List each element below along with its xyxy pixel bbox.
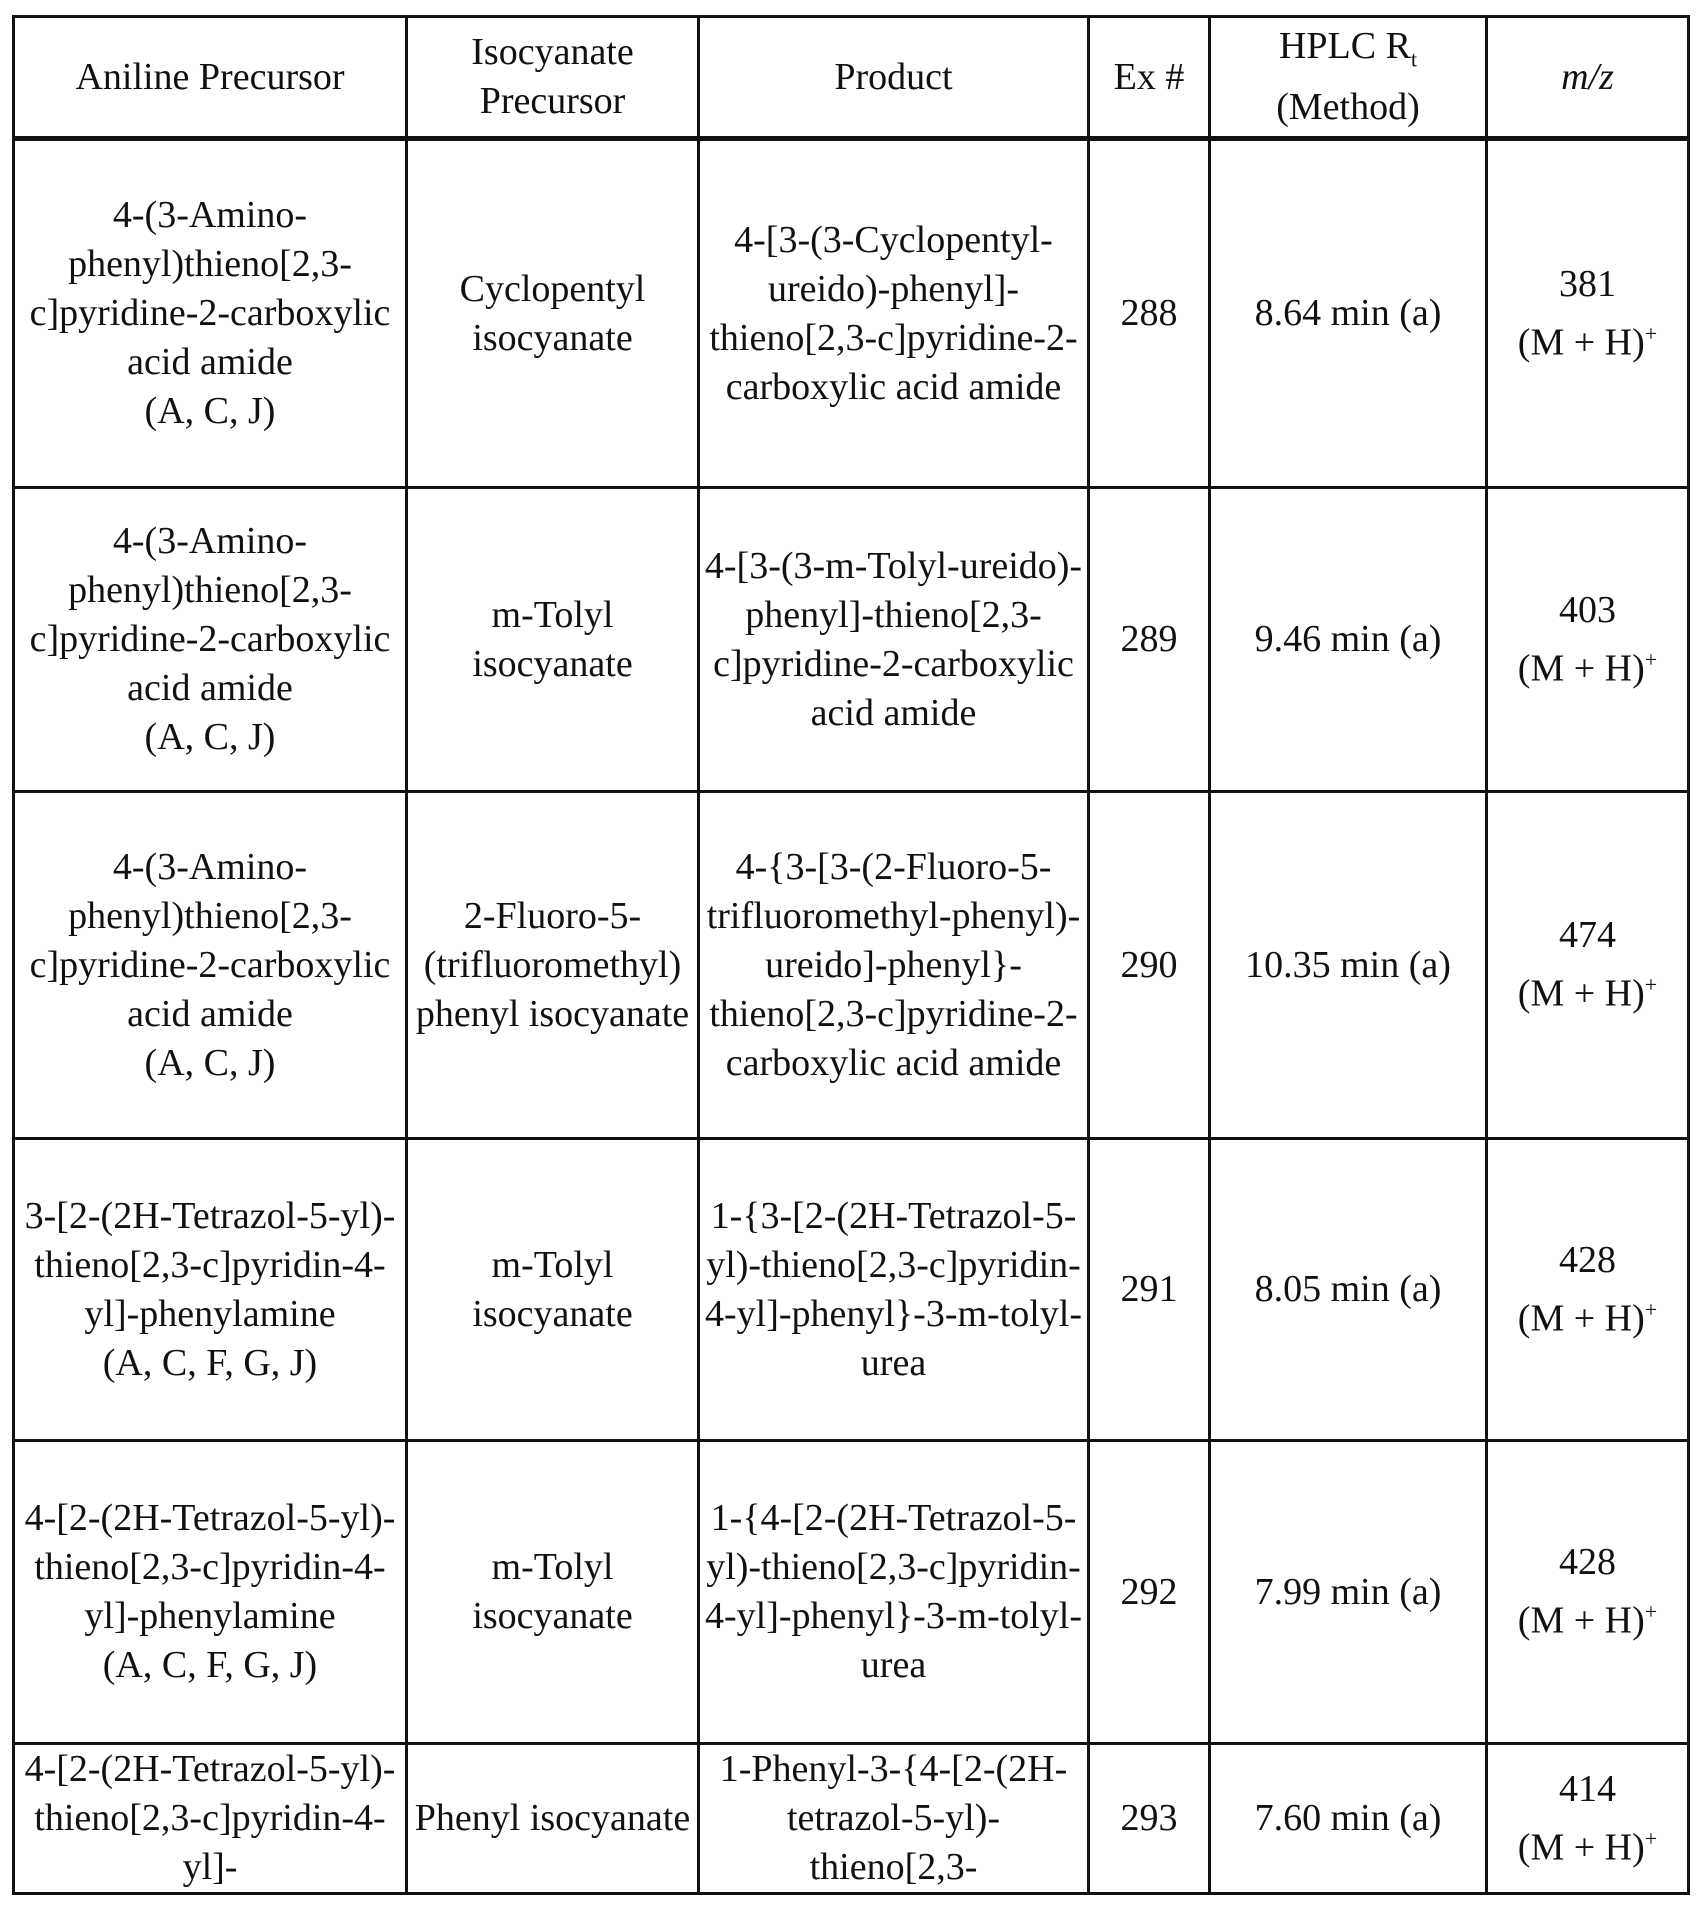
ex-cell: 293 xyxy=(1089,1744,1210,1894)
table-row xyxy=(14,488,1689,792)
hplc-cell: 8.64 min (a) xyxy=(1210,139,1487,488)
header-product: Product xyxy=(699,17,1089,139)
table-row xyxy=(14,1441,1689,1744)
mz-cell: 403 (M + H)+ xyxy=(1487,488,1689,792)
product-cell: 4-[3-(3-Cyclopentyl-ureido)-phenyl]-thieno[2,3-c]pyridine-2-carboxylic acid amide xyxy=(699,139,1089,488)
header-isocyanate: Isocyanate Precursor xyxy=(407,17,699,139)
isocyanate-cell: Phenyl isocyanate xyxy=(407,1744,699,1894)
hplc-cell: 8.05 min (a) xyxy=(1210,1139,1487,1441)
ex-cell: 291 xyxy=(1089,1139,1210,1441)
header-ex: Ex # xyxy=(1089,17,1210,139)
mz-cell: 428 (M + H)+ xyxy=(1487,1441,1689,1744)
hplc-cell: 9.46 min (a) xyxy=(1210,488,1487,792)
ex-cell: 292 xyxy=(1089,1441,1210,1744)
header-row xyxy=(14,17,1689,139)
table-row xyxy=(14,792,1689,1139)
mz-cell: 428 (M + H)+ xyxy=(1487,1139,1689,1441)
product-cell: 1-{3-[2-(2H-Tetrazol-5-yl)-thieno[2,3-c]pyridin-4-yl]-phenyl}-3-m-tolyl-urea xyxy=(699,1139,1089,1441)
aniline-cell: 4-(3-Amino-phenyl)thieno[2,3-c]pyridine-2-carboxylic acid amide (A, C, J) xyxy=(14,139,407,488)
isocyanate-cell: 2-Fluoro-5-(trifluoromethyl) phenyl isocyanate xyxy=(407,792,699,1139)
product-cell: 1-{4-[2-(2H-Tetrazol-5-yl)-thieno[2,3-c]pyridin-4-yl]-phenyl}-3-m-tolyl-urea xyxy=(699,1441,1089,1744)
mz-cell: 381 (M + H)+ xyxy=(1487,139,1689,488)
isocyanate-cell: m-Tolyl isocyanate xyxy=(407,1441,699,1744)
product-cell: 4-{3-[3-(2-Fluoro-5-trifluoromethyl-phenyl)-ureido]-phenyl}-thieno[2,3-c]pyridine-2-carboxylic acid amide xyxy=(699,792,1089,1139)
hplc-cell: 7.60 min (a) xyxy=(1210,1744,1487,1894)
mz-cell: 474 (M + H)+ xyxy=(1487,792,1689,1139)
hplc-cell: 10.35 min (a) xyxy=(1210,792,1487,1139)
product-cell: 4-[3-(3-m-Tolyl-ureido)-phenyl]-thieno[2,3-c]pyridine-2-carboxylic acid amide xyxy=(699,488,1089,792)
aniline-cell: 4-(3-Amino-phenyl)thieno[2,3-c]pyridine-2-carboxylic acid amide (A, C, J) xyxy=(14,792,407,1139)
mz-cell: 414 (M + H)+ xyxy=(1487,1744,1689,1894)
ex-cell: 290 xyxy=(1089,792,1210,1139)
header-hplc: HPLC Rt (Method) xyxy=(1210,17,1487,139)
header-mz: m/z xyxy=(1487,17,1689,139)
aniline-cell: 4-(3-Amino-phenyl)thieno[2,3-c]pyridine-2-carboxylic acid amide (A, C, J) xyxy=(14,488,407,792)
isocyanate-cell: Cyclopentyl isocyanate xyxy=(407,139,699,488)
table-row xyxy=(14,1744,1689,1894)
compound-table xyxy=(12,15,1690,1895)
isocyanate-cell: m-Tolyl isocyanate xyxy=(407,1139,699,1441)
ex-cell: 288 xyxy=(1089,139,1210,488)
table-row xyxy=(14,139,1689,488)
isocyanate-cell: m-Tolyl isocyanate xyxy=(407,488,699,792)
table-row xyxy=(14,1139,1689,1441)
aniline-cell: 4-[2-(2H-Tetrazol-5-yl)-thieno[2,3-c]pyridin-4-yl]-phenylamine (A, C, F, G, J) xyxy=(14,1441,407,1744)
aniline-cell: 3-[2-(2H-Tetrazol-5-yl)-thieno[2,3-c]pyridin-4-yl]-phenylamine (A, C, F, G, J) xyxy=(14,1139,407,1441)
aniline-cell: 4-[2-(2H-Tetrazol-5-yl)-thieno[2,3-c]pyridin-4-yl]- xyxy=(14,1744,407,1894)
header-aniline: Aniline Precursor xyxy=(14,17,407,139)
hplc-cell: 7.99 min (a) xyxy=(1210,1441,1487,1744)
ex-cell: 289 xyxy=(1089,488,1210,792)
product-cell: 1-Phenyl-3-{4-[2-(2H-tetrazol-5-yl)-thieno[2,3- xyxy=(699,1744,1089,1894)
